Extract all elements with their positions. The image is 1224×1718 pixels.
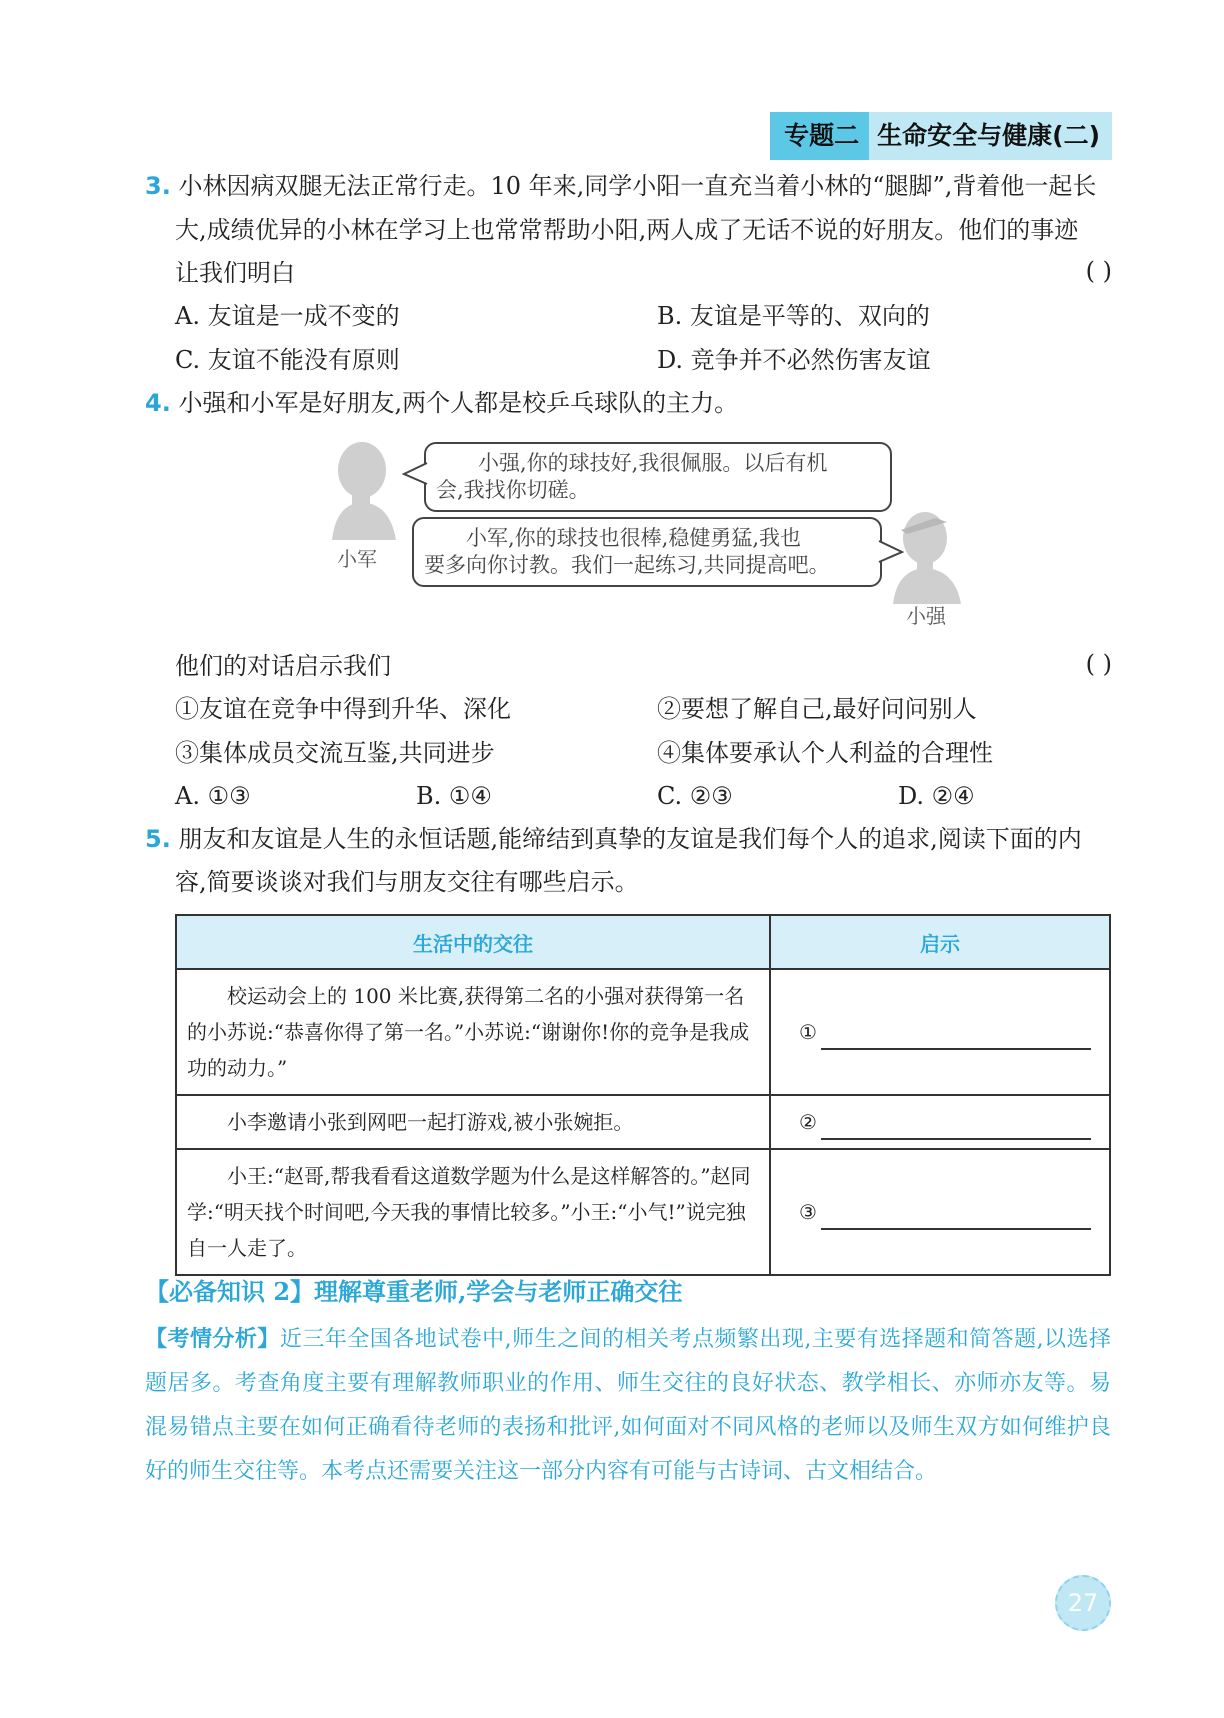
answer-cell-2: ② xyxy=(770,1095,1110,1149)
q3-option-b: B. 友谊是平等的、双向的 xyxy=(657,302,930,330)
q4-prompt: 他们的对话启示我们 xyxy=(175,652,391,680)
q3-number: 3. xyxy=(145,172,171,200)
q4-item-4: ④集体要承认个人利益的合理性 xyxy=(657,739,993,767)
exam-analysis-label: 【考情分析】 xyxy=(145,1326,280,1352)
q3-line3: 让我们明白 xyxy=(175,259,295,287)
answer-cell-3: ③ xyxy=(770,1149,1110,1275)
speech-bubble-1: 小强,你的球技好,我很佩服。以后有机 会,我找你切磋。 xyxy=(424,442,892,512)
table-cell-scenario: 校运动会上的 100 米比赛,获得第二名的小强对获得第一名的小苏说:“恭喜你得了第一名。”小苏说:“谢谢你!你的竞争是我成功的动力。” xyxy=(176,969,770,1095)
q4-stem: 4. 小强和小军是好朋友,两个人都是校乒乓球队的主力。 xyxy=(145,389,739,417)
table-header-life: 生活中的交往 xyxy=(176,915,770,969)
q4-item-3: ③集体成员交流互鉴,共同进步 xyxy=(175,739,495,767)
q3-answer-paren: ( ) xyxy=(1085,257,1112,285)
exam-analysis xyxy=(145,1317,1111,1494)
chapter-label: 专题二 xyxy=(770,112,869,160)
table-row xyxy=(176,1149,1110,1275)
q4-number: 4. xyxy=(145,389,171,417)
speech-bubble-2-tail xyxy=(878,540,904,564)
table-cell-scenario: 小李邀请小张到网吧一起打游戏,被小张婉拒。 xyxy=(176,1095,770,1149)
table-cell-scenario: 小王:“赵哥,帮我看看这道数学题为什么是这样解答的。”赵同学:“明天找个时间吧,今天我的事情比较多。”小王:“小气!”说完独自一人走了。 xyxy=(176,1149,770,1275)
q4-item-2: ②要想了解自己,最好问问别人 xyxy=(657,695,977,723)
name-label-xiaojun: 小军 xyxy=(337,547,377,571)
q5-table xyxy=(175,914,1111,1276)
q3-line1: 3. 小林因病双腿无法正常行走。10 年来,同学小阳一直充当着小林的“腿脚”,背着他一起长 xyxy=(145,172,1097,200)
q3-option-a: A. 友谊是一成不变的 xyxy=(175,302,400,330)
chapter-title: 生命安全与健康(二) xyxy=(869,112,1112,160)
answer-blank-1[interactable] xyxy=(821,1024,1091,1050)
exam-analysis-text: 近三年全国各地试卷中,师生之间的相关考点频繁出现,主要有选择题和简答题,以选择题居多。考查角度主要有理解教师职业的作用、师生交往的良好状态、教学相长、亦师亦友等。易混易错点主要在如何正确看待老师的表扬和批评,如何面对不同风格的老师以及师生双方如何维护良好的师生交往等。本考点还需要关注这一部分内容有可能与古诗词、古文相结合。 xyxy=(145,1327,1111,1484)
q3-option-c: C. 友谊不能没有原则 xyxy=(175,346,400,374)
q5-number: 5. xyxy=(145,825,171,853)
table-row xyxy=(176,1095,1110,1149)
table-header-insight: 启示 xyxy=(770,915,1110,969)
speech-bubble-2: 小军,你的球技也很棒,稳健勇猛,我也 要多向你讨教。我们一起练习,共同提高吧。 xyxy=(412,517,882,587)
q3-line2: 大,成绩优异的小林在学习上也常常帮助小阳,两人成了无话不说的好朋友。他们的事迹 xyxy=(175,216,1079,244)
q4-answer-paren: ( ) xyxy=(1085,650,1112,678)
q5-line1: 5. 朋友和友谊是人生的永恒话题,能缔结到真挚的友谊是我们每个人的追求,阅读下面的内 xyxy=(145,825,1082,853)
answer-blank-3[interactable] xyxy=(821,1204,1091,1230)
q4-option-d: D. ②④ xyxy=(898,782,975,810)
q4-option-c: C. ②③ xyxy=(657,782,733,810)
answer-blank-2[interactable] xyxy=(821,1114,1091,1140)
chapter-header xyxy=(770,112,1112,160)
q4-item-1: ①友谊在竞争中得到升华、深化 xyxy=(175,695,511,723)
student-silhouette-left-icon xyxy=(330,440,400,540)
name-label-xiaoqiang: 小强 xyxy=(906,604,946,628)
q3-option-d: D. 竞争并不必然伤害友谊 xyxy=(657,346,931,374)
q4-option-a: A. ①③ xyxy=(175,782,251,810)
page-number: 27 xyxy=(1055,1575,1111,1631)
table-row xyxy=(176,969,1110,1095)
q4-option-b: B. ①④ xyxy=(416,782,492,810)
answer-cell-1: ① xyxy=(770,969,1110,1095)
knowledge-heading: 【必备知识 2】理解尊重老师,学会与老师正确交往 xyxy=(145,1277,683,1306)
q5-line2: 容,简要谈谈对我们与朋友交往有哪些启示。 xyxy=(175,868,639,896)
table-header-row xyxy=(176,915,1110,969)
speech-bubble-1-tail xyxy=(402,462,428,486)
